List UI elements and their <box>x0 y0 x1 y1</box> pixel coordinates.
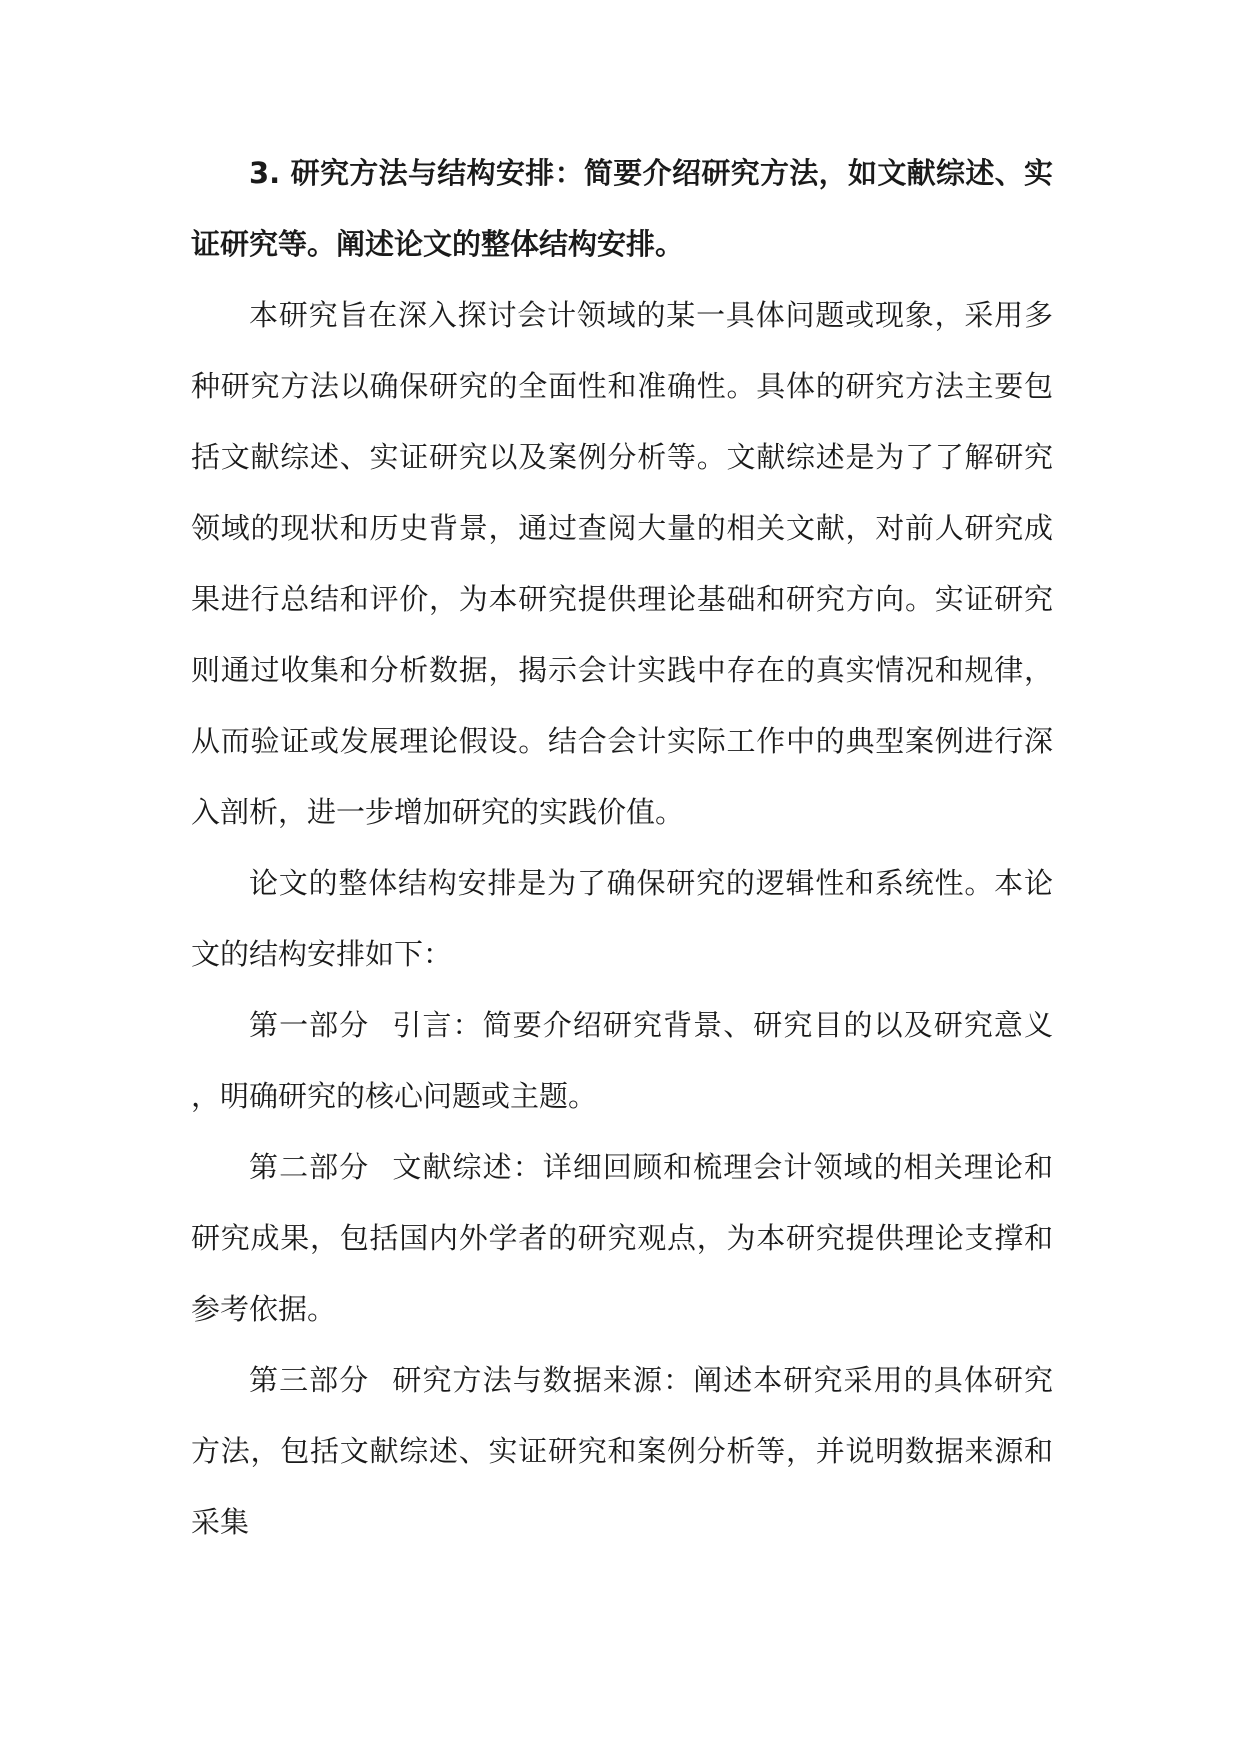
part-text: 引言：简要介绍研究背景、研究目的以及研究意义，明确研究的核心问题或主题。 <box>191 1008 1053 1113</box>
page-content <box>191 138 1053 1558</box>
part-text: 研究方法与数据来源：阐述本研究采用的具体研究方法，包括文献综述、实证研究和案例分析等，并说明数据来源和采集 <box>191 1363 1053 1539</box>
part-label: 第一部分 <box>249 1008 370 1042</box>
section-heading: 3. 研究方法与结构安排：简要介绍研究方法，如文献综述、实证研究等。阐述论文的整体结构安排。 <box>191 156 1053 261</box>
part-text: 文献综述：详细回顾和梳理会计领域的相关理论和研究成果，包括国内外学者的研究观点，为本研究提供理论支撑和参考依据。 <box>191 1150 1053 1326</box>
paragraph-structure-intro: 论文的整体结构安排是为了确保研究的逻辑性和系统性。本论文的结构安排如下： <box>191 866 1053 971</box>
paragraph-research-methods: 本研究旨在深入探讨会计领域的某一具体问题或现象，采用多种研究方法以确保研究的全面性和准确性。具体的研究方法主要包括文献综述、实证研究以及案例分析等。文献综述是为了了解研究领域的现状和历史背景，通过查阅大量的相关文献，对前人研究成果进行总结和评价，为本研究提供理论基础和研究方向。实证研究则通过收集和分析数据，揭示会计实践中存在的真实情况和规律，从而验证或发展理论假设。结合会计实际工作中的典型案例进行深入剖析，进一步增加研究的实践价值。 <box>191 298 1053 829</box>
part-label: 第二部分 <box>249 1150 370 1184</box>
part-label: 第三部分 <box>249 1363 370 1397</box>
part-item-3 <box>191 1345 1053 1558</box>
part-item-1 <box>191 990 1053 1132</box>
part-item-2 <box>191 1132 1053 1345</box>
